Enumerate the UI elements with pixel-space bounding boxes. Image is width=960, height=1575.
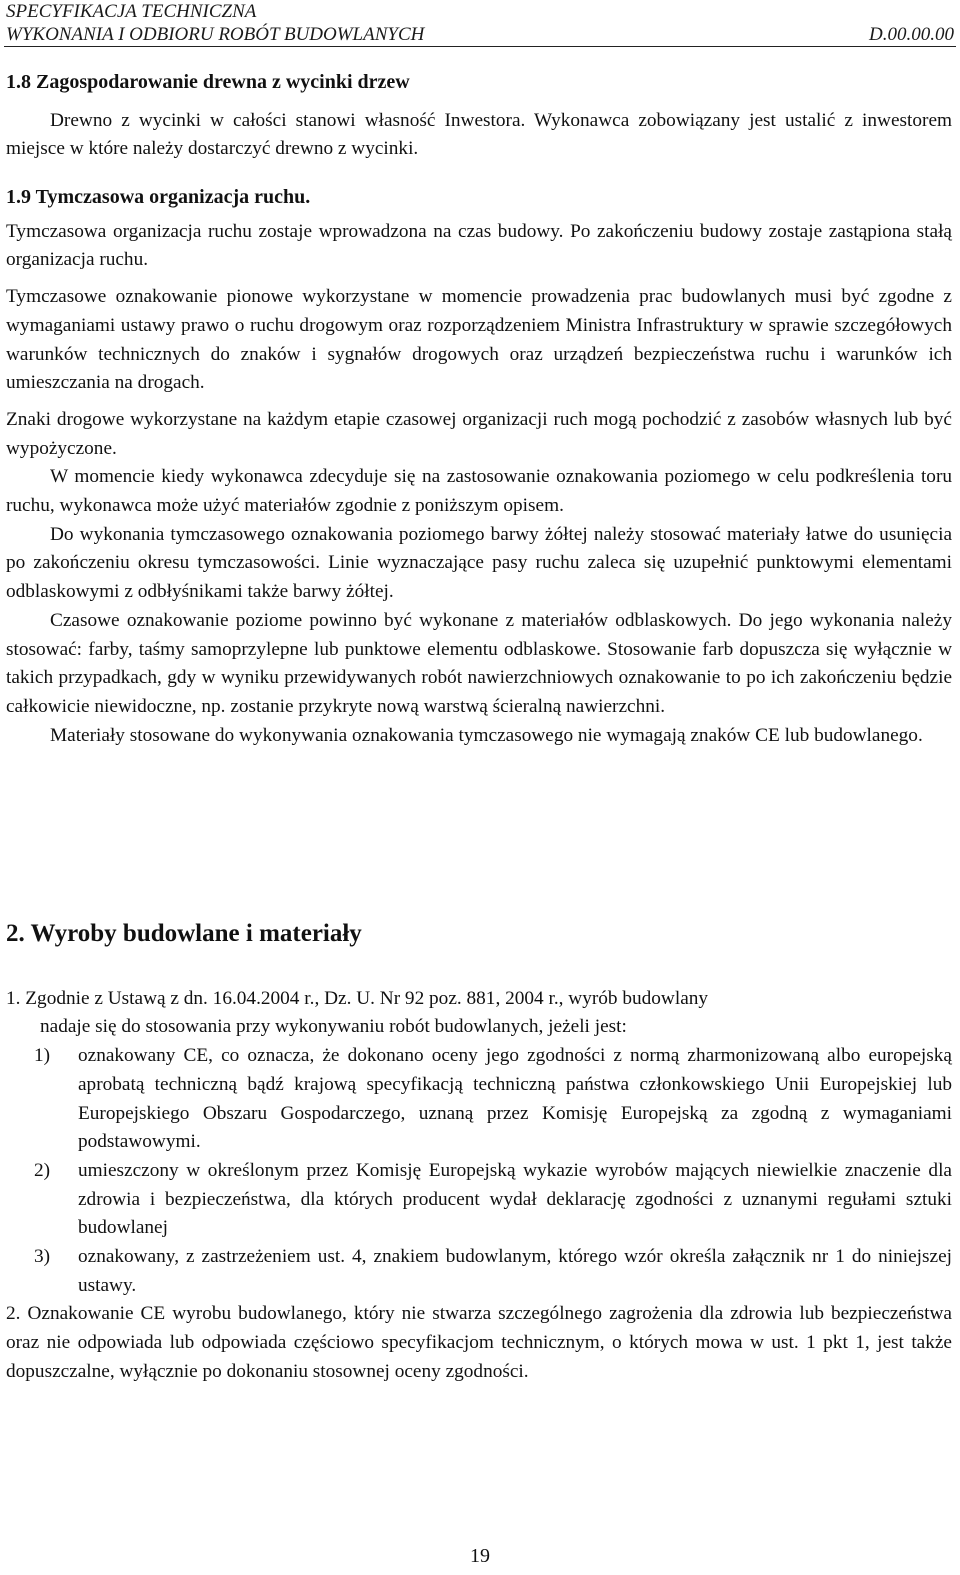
paragraph: W momencie kiedy wykonawca zdecyduje się na zastosowanie oznakowania poziomego w celu podkreślenia toru ruchu, wykonawca może użyć materiałów zgodnie z poniższym opisem. xyxy=(6,466,952,517)
section-2-heading: 2. Wyroby budowlane i materiały xyxy=(6,920,362,947)
header-subtitle: WYKONANIA I ODBIORU ROBÓT BUDOWLANYCH xyxy=(6,24,425,45)
sub-list-number: 2) xyxy=(34,1159,51,1181)
page-number: 19 xyxy=(470,1545,490,1567)
sub-list-text: oznakowany CE, co oznacza, że dokonano oceny jego zgodności z normą zharmonizowaną albo europejską aprobatą techniczną bądź krajową specyfikacją techniczną państwa członkowskiego Unii Europejskiej lub Europejskiego Obszaru Gospodarczego, uznaną przez Komisję Europejską za zgodną z wymaganiami podstawowymi. xyxy=(78,1045,952,1153)
sub-list-text: oznakowany, z zastrzeżeniem ust. 4, znakiem budowlanym, którego wzór określa załącznik nr 1 do niniejszej ustawy. xyxy=(78,1246,952,1296)
sub-list-item xyxy=(6,1243,952,1300)
list-item-1-lead: 1. Zgodnie z Ustawą z dn. 16.04.2004 r., Dz. U. Nr 92 poz. 881, 2004 r., wyrób budowlany xyxy=(6,987,709,1009)
sub-list-item xyxy=(6,1042,952,1157)
paragraph: Czasowe oznakowanie poziome powinno być wykonane z materiałów odblaskowych. Do jego wykonania należy stosować: farby, taśmy samoprzylepne lub punktowe elementu odblaskowe. Stosowanie farb dopuszcza się wyłącznie w takich przypadkach, gdy w wyniku przewidywanych robót nawierzchniowych oznakowanie to po ich zakończeniu będzie całkowicie niewidoczne, np. zostanie przykryte nową warstwą ścieralną nawierzchni. xyxy=(6,609,952,717)
paragraph: Znaki drogowe wykorzystane na każdym etapie czasowej organizacji ruch mogą pochodzić z zasobów własnych lub być wypożyczone. xyxy=(6,408,952,459)
paragraph: Do wykonania tymczasowego oznakowania poziomego barwy żółtej należy stosować materiały łatwe do usunięcia po zakończeniu okresu tymczasowości. Linie wyznaczające pasy ruchu zaleca się uzupełnić punktowymi elementami odblaskowymi z odbłyśnikami także barwy żółtej. xyxy=(6,523,952,603)
section-1-8 xyxy=(6,68,952,164)
section-1-9 xyxy=(6,183,952,750)
paragraph: Drewno z wycinki w całości stanowi własność Inwestora. Wykonawca zobowiązany jest ustalić z inwestorem miejsce w które należy dostarczyć drewno z wycinki. xyxy=(6,109,952,160)
header-divider xyxy=(4,46,956,47)
header-title: SPECYFIKACJA TECHNICZNA xyxy=(6,1,257,22)
sub-list-item xyxy=(6,1157,952,1243)
list-item-1-continuation: nadaje się do stosowania przy wykonywaniu robót budowlanych, jeżeli jest: xyxy=(40,1016,627,1038)
sub-list-number: 3) xyxy=(34,1246,51,1268)
header-code: D.00.00.00 xyxy=(869,24,954,45)
paragraph: Tymczasowe oznakowanie pionowe wykorzystane w momencie prowadzenia prac budowlanych musi być zgodne z wymaganiami ustawy prawo o ruchu drogowym oraz rozporządzeniem Ministra Infrastruktury w sprawie szczegółowych warunków technicznych do znaków i sygnałów drogowych oraz urządzeń bezpieczeństwa ruchu i warunków ich umieszczania na drogach. xyxy=(6,286,952,394)
paragraph: Materiały stosowane do wykonywania oznakowania tymczasowego nie wymagają znaków CE lub budowlanego. xyxy=(50,724,923,746)
section-1-9-heading: 1.9 Tymczasowa organizacja ruchu. xyxy=(6,186,311,208)
list-item-2: 2. Oznakowanie CE wyrobu budowlanego, który nie stwarza szczególnego zagrożenia dla zdrowia lub bezpieczeństwa oraz nie odpowiada lub odpowiada częściowo specyfikacjom technicznym, o których mowa w ust. 1 pkt 1, jest także dopuszczalne, wyłącznie po dokonaniu stosownej oceny zgodności. xyxy=(6,1303,952,1382)
sub-list-number: 1) xyxy=(34,1045,51,1067)
section-1-8-heading: 1.8 Zagospodarowanie drewna z wycinki drzew xyxy=(6,71,410,93)
sub-list-text: umieszczony w określonym przez Komisję Europejską wykazie wyrobów mających niewielkie znaczenie dla zdrowia i bezpieczeństwa, dla których producent wydał deklarację zgodności z uznanymi regułami sztuki budowlanej xyxy=(78,1159,952,1239)
section-2 xyxy=(6,920,952,1387)
paragraph: Tymczasowa organizacja ruchu zostaje wprowadzona na czas budowy. Po zakończeniu budowy zostaje zastąpiona stałą organizacja ruchu. xyxy=(6,220,952,271)
page-header xyxy=(6,0,954,46)
